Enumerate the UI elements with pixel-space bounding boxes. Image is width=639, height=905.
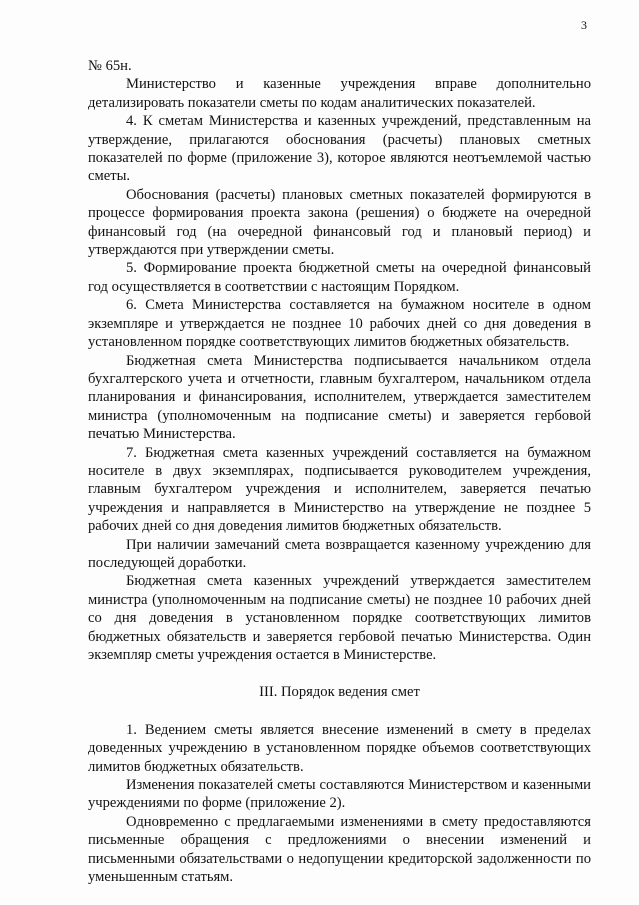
paragraph: 1. Ведением сметы является внесение изменений в смету в пределах доведенных учреждению в установленном порядке объемов соответствующих лимитов бюджетных обязательств. bbox=[88, 721, 591, 775]
paragraph: № 65н. bbox=[88, 58, 132, 74]
paragraph: Бюджетная смета казенных учреждений утверждается заместителем министра (уполномоченным на подписание сметы) не позднее 10 рабочих дней со дня доведения в установленном порядке соответствующих лимитов бюджетных обязательств и заверяется гербовой печатью Министерства. Один экземпляр сметы учреждения остается в Министерстве. bbox=[88, 573, 591, 663]
paragraph: Министерство и казенные учреждения вправе дополнительно детализировать показатели сметы по кодам аналитических показателей. bbox=[88, 76, 591, 111]
paragraph: При наличии замечаний смета возвращается казенному учреждению для последующей доработки. bbox=[88, 536, 591, 571]
page-number: 3 bbox=[581, 18, 587, 32]
section-heading: III. Порядок ведения смет bbox=[259, 684, 420, 701]
document-body bbox=[88, 57, 591, 886]
paragraph: Обоснования (расчеты) плановых сметных показателей формируются в процессе формирования проекта закона (решения) о бюджете на очередной финансовый год (на очередной финансовый год и плановый период) и утверждаются при утверждении сметы. bbox=[88, 186, 591, 259]
paragraph: 6. Смета Министерства составляется на бумажном носителе в одном экземпляре и утверждается не позднее 10 рабочих дней со дня доведения в установленном порядке соответствующих лимитов бюджетных обязательств. bbox=[88, 297, 591, 351]
paragraph: Одновременно с предлагаемыми изменениями в смету предоставляются письменные обращения с предложениями о внесении изменений и письменными обязательствами о недопущении кредиторской задолженности по уменьшенным статьям. bbox=[88, 813, 591, 886]
paragraph: Изменения показателей сметы составляются Министерством и казенными учреждениями по форме (приложение 2). bbox=[88, 777, 591, 812]
paragraph: 4. К сметам Министерства и казенных учреждений, представленным на утверждение, прилагаются обоснования (расчеты) плановых сметных показателей по форме (приложение 3), которое являются неотъемлемой частью сметы. bbox=[88, 113, 591, 185]
paragraph: Бюджетная смета Министерства подписывается начальником отдела бухгалтерского учета и отчетности, главным бухгалтером, начальником отдела планирования и финансирования, исполнителем, утверждается заместителем министра (уполномоченным на подписание сметы) и заверяется гербовой печатью Министерства. bbox=[88, 352, 591, 443]
paragraph: 7. Бюджетная смета казенных учреждений составляется на бумажном носителе в двух экземплярах, подписывается руководителем учреждения, главным бухгалтером учреждения и исполнителем, заверяется печатью учреждения и направляется в Министерство на утверждение не позднее 5 рабочих дней со дня доведения лимитов бюджетных обязательств. bbox=[88, 444, 591, 535]
paragraph: 5. Формирование проекта бюджетной сметы на очередной финансовый год осуществляется в соответствии с настоящим Порядком. bbox=[88, 260, 591, 295]
